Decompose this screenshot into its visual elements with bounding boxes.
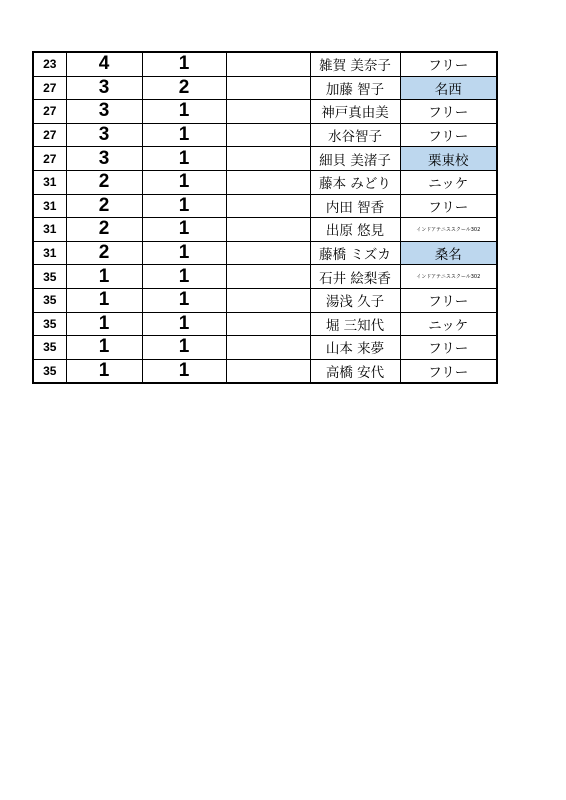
blank-cell: [226, 265, 310, 289]
player-name-cell: 細貝 美渚子: [310, 147, 400, 171]
player-name-cell: 水谷智子: [310, 123, 400, 147]
table-row: [33, 123, 497, 147]
count-a-cell: 1: [66, 359, 142, 383]
blank-cell: [226, 218, 310, 242]
count-b-cell: 1: [142, 123, 226, 147]
rank-cell: 35: [33, 336, 66, 360]
blank-cell: [226, 170, 310, 194]
rank-cell: 27: [33, 147, 66, 171]
blank-cell: [226, 123, 310, 147]
blank-cell: [226, 359, 310, 383]
count-a-cell: 3: [66, 123, 142, 147]
player-name-cell: 神戸真由美: [310, 100, 400, 124]
count-a-cell: 1: [66, 288, 142, 312]
count-a-cell: 1: [66, 336, 142, 360]
player-name-cell: 石井 絵梨香: [310, 265, 400, 289]
table-row: [33, 288, 497, 312]
player-name-cell: 内田 智香: [310, 194, 400, 218]
player-name-cell: 山本 来夢: [310, 336, 400, 360]
count-b-cell: 1: [142, 336, 226, 360]
club-cell: 名西: [400, 76, 497, 100]
table-row: [33, 336, 497, 360]
club-cell: フリー: [400, 288, 497, 312]
blank-cell: [226, 147, 310, 171]
table-row: [33, 194, 497, 218]
table-row: [33, 147, 497, 171]
rank-cell: 35: [33, 312, 66, 336]
rank-cell: 23: [33, 52, 66, 76]
count-b-cell: 1: [142, 100, 226, 124]
rank-cell: 27: [33, 123, 66, 147]
count-a-cell: 3: [66, 76, 142, 100]
blank-cell: [226, 52, 310, 76]
player-name-cell: 出原 悠見: [310, 218, 400, 242]
rank-cell: 35: [33, 359, 66, 383]
count-b-cell: 1: [142, 170, 226, 194]
club-cell: フリー: [400, 194, 497, 218]
club-cell: 栗東校: [400, 147, 497, 171]
club-cell: フリー: [400, 123, 497, 147]
rank-cell: 31: [33, 170, 66, 194]
blank-cell: [226, 76, 310, 100]
club-cell: フリー: [400, 100, 497, 124]
count-b-cell: 1: [142, 288, 226, 312]
count-a-cell: 2: [66, 194, 142, 218]
count-a-cell: 1: [66, 312, 142, 336]
count-b-cell: 1: [142, 265, 226, 289]
rank-cell: 31: [33, 241, 66, 265]
player-name-cell: 加藤 智子: [310, 76, 400, 100]
count-b-cell: 1: [142, 147, 226, 171]
blank-cell: [226, 288, 310, 312]
club-cell: フリー: [400, 52, 497, 76]
table-row: [33, 170, 497, 194]
table-row: [33, 312, 497, 336]
table-row: [33, 218, 497, 242]
rank-cell: 31: [33, 218, 66, 242]
blank-cell: [226, 194, 310, 218]
player-name-cell: 湯浅 久子: [310, 288, 400, 312]
count-a-cell: 2: [66, 218, 142, 242]
count-a-cell: 2: [66, 170, 142, 194]
rank-cell: 35: [33, 265, 66, 289]
player-name-cell: 雑賀 美奈子: [310, 52, 400, 76]
blank-cell: [226, 241, 310, 265]
count-a-cell: 3: [66, 100, 142, 124]
table-row: [33, 359, 497, 383]
club-cell: ニッケ: [400, 170, 497, 194]
player-name-cell: 藤橋 ミズカ: [310, 241, 400, 265]
table-row: [33, 76, 497, 100]
blank-cell: [226, 336, 310, 360]
player-name-cell: 高橋 安代: [310, 359, 400, 383]
count-b-cell: 1: [142, 218, 226, 242]
count-a-cell: 2: [66, 241, 142, 265]
club-cell: 桑名: [400, 241, 497, 265]
table-row: [33, 241, 497, 265]
count-a-cell: 3: [66, 147, 142, 171]
ranking-table: [32, 51, 498, 384]
club-cell: ニッケ: [400, 312, 497, 336]
club-cell: インドアテニススクール302: [400, 265, 497, 289]
club-cell: インドアテニススクール302: [400, 218, 497, 242]
count-b-cell: 1: [142, 194, 226, 218]
count-b-cell: 1: [142, 359, 226, 383]
rank-cell: 31: [33, 194, 66, 218]
player-name-cell: 藤本 みどり: [310, 170, 400, 194]
rank-cell: 27: [33, 100, 66, 124]
club-cell: フリー: [400, 359, 497, 383]
blank-cell: [226, 312, 310, 336]
count-b-cell: 1: [142, 52, 226, 76]
rank-cell: 27: [33, 76, 66, 100]
count-a-cell: 4: [66, 52, 142, 76]
count-a-cell: 1: [66, 265, 142, 289]
rank-cell: 35: [33, 288, 66, 312]
count-b-cell: 2: [142, 76, 226, 100]
player-name-cell: 堀 三知代: [310, 312, 400, 336]
table-row: [33, 52, 497, 76]
table-row: [33, 265, 497, 289]
club-cell: フリー: [400, 336, 497, 360]
count-b-cell: 1: [142, 312, 226, 336]
count-b-cell: 1: [142, 241, 226, 265]
blank-cell: [226, 100, 310, 124]
table-row: [33, 100, 497, 124]
